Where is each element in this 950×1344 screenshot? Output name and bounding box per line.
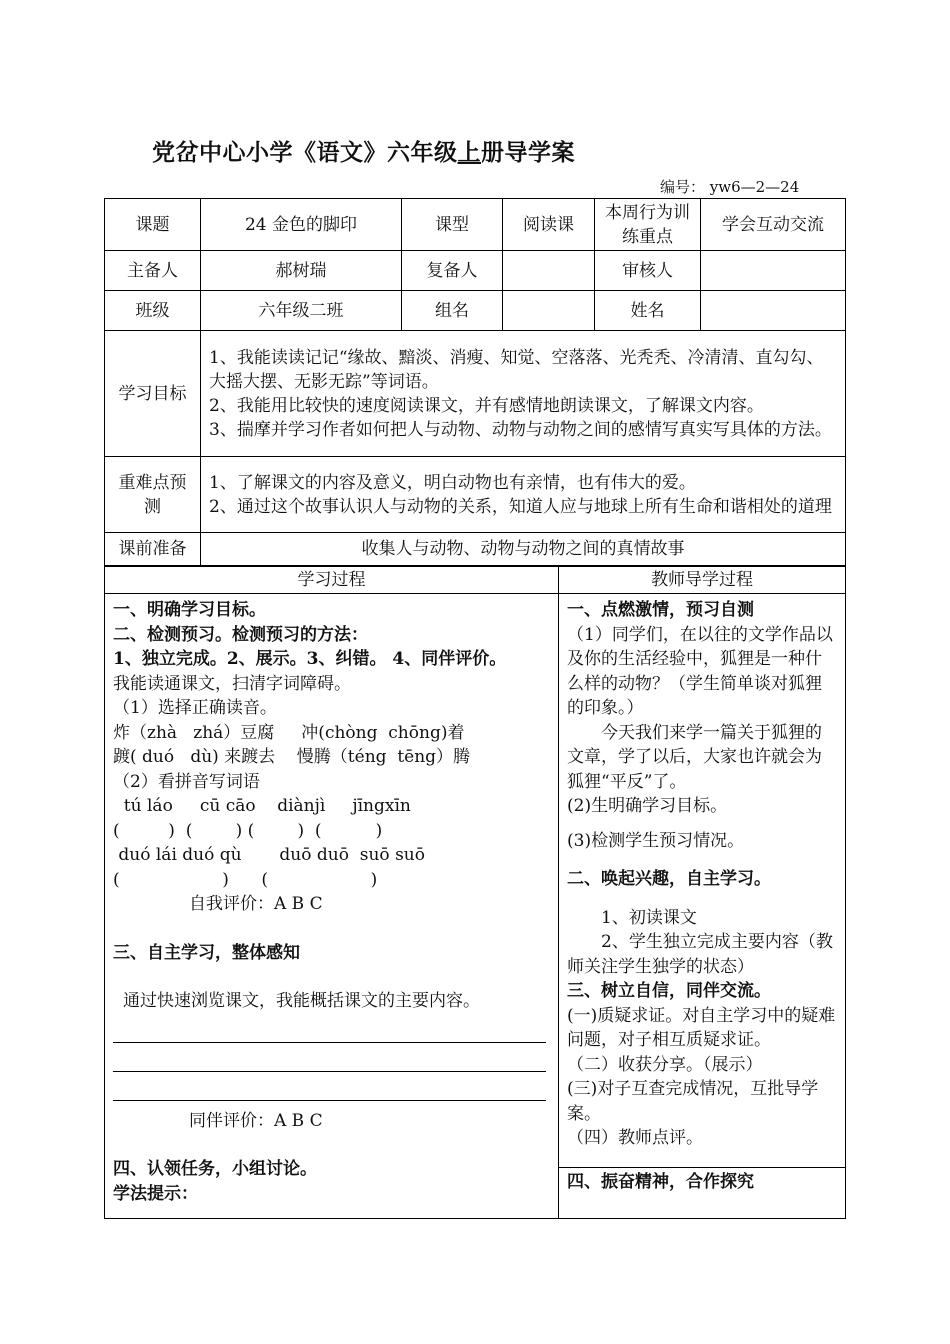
section-heading: 三、自主学习，整体感知: [113, 942, 300, 963]
answer-blanks: ( ) ( ) ( ) ( ): [113, 820, 383, 841]
topic-label: 课题: [105, 199, 201, 251]
name-value: [701, 291, 846, 331]
section-heading: 三、树立自信，同伴交流。: [567, 981, 771, 1001]
method-hint: 学法提示：: [113, 1183, 198, 1204]
keypoint-item: 2、通过这个故事认识人与动物的关系，知道人应与地球上所有生命和谐相处的道理: [209, 496, 832, 517]
section-heading: 二、唤起兴趣，自主学习。: [567, 869, 771, 889]
process-right-header: 教师导学过程: [559, 567, 846, 594]
goal-item: 3、揣摩并学习作者如何把人与动物、动物与动物之间的感情写真实写具体的方法。: [209, 419, 832, 440]
copreparer-label: 复备人: [402, 251, 503, 291]
teacher-paragraph: （二）收获分享。（展示）: [567, 1054, 763, 1075]
group-label: 组名: [402, 291, 503, 331]
type-value: 阅读课: [503, 199, 595, 251]
teacher-paragraph: （1）同学们，在以往的文学作品以及你的生活经验中，狐狸是一种什么样的动物？（学生简单谈对狐狸的印象。）: [567, 624, 833, 718]
section-heading: 二、检测预习。检测预习的方法：: [113, 624, 368, 645]
teacher-lower-block: [559, 1168, 845, 1195]
reviewer-label: 审核人: [595, 251, 701, 291]
teacher-paragraph: (三)对子互查完成情况，互批导学案。: [567, 1079, 819, 1124]
section-heading: 四、认领任务，小组讨论。: [113, 1159, 317, 1179]
section-heading: 四、振奋精神，合作探究: [567, 1172, 754, 1192]
teacher-paragraph: (一)质疑求证。对自主学习中的疑难问题，对子相互质疑求证。: [567, 1005, 836, 1050]
preparer-label: 主备人: [105, 251, 201, 291]
teacher-process-column: [559, 594, 846, 1219]
teacher-paragraph: 今天我们来学一篇关于狐狸的文章，学了以后，大家也许就会为狐狸“平反”了。: [567, 722, 822, 792]
keypoints-label: 重难点预测: [105, 457, 201, 533]
pronunciation-line: 炸（zhà zhá）豆腐 冲(chòng chōng)着: [113, 722, 465, 743]
weekly-focus-value: 学会互动交流: [701, 199, 846, 251]
peer-evaluation: 同伴评价：A B C: [189, 1110, 323, 1131]
preparer-value: 郝树瑞: [201, 251, 402, 291]
question-2: （2）看拼音写词语: [113, 771, 260, 792]
preview-methods: 1、独立完成。2、展示。3、纠错。 4、同伴评价。: [113, 649, 507, 669]
teacher-paragraph: （四）教师点评。: [567, 1128, 703, 1148]
prep-value: 收集人与动物、动物与动物之间的真情故事: [201, 533, 846, 566]
summary-prompt: 通过快速浏览课文，我能概括课文的主要内容。: [123, 991, 480, 1011]
process-table: [104, 566, 846, 1219]
pronunciation-line: 踱( duó dù) 来踱去 慢腾（téng tēng）腾: [113, 747, 471, 767]
goals-label: 学习目标: [105, 331, 201, 457]
question-1: （1）选择正确读音。: [113, 698, 277, 718]
preview-intro: 我能读通课文，扫清字词障碍。: [113, 673, 351, 694]
reviewer-value: [701, 251, 846, 291]
weekly-focus-label: 本周行为训练重点: [595, 199, 701, 251]
student-process-column: [105, 594, 559, 1219]
class-value: 六年级二班: [201, 291, 402, 331]
prep-label: 课前准备: [105, 533, 201, 566]
keypoints-content: [201, 457, 846, 533]
name-label: 姓名: [595, 291, 701, 331]
group-value: [503, 291, 595, 331]
section-heading: 一、点燃激情，预习自测: [567, 600, 754, 620]
pinyin-line: duó lái duó qù duō duō suō suō: [113, 845, 425, 865]
class-label: 班级: [105, 291, 201, 331]
copreparer-value: [503, 251, 595, 291]
answer-line[interactable]: [113, 1014, 546, 1043]
type-label: 课型: [402, 199, 503, 251]
self-evaluation: 自我评价：A B C: [189, 894, 323, 914]
topic-value: 24 金色的脚印: [201, 199, 402, 251]
goal-item: 1、我能读读记记“缘故、黯淡、消瘦、知觉、空落落、光秃秃、冷清清、直勾勾、大摇大摆、无影无踪”等词语。: [209, 347, 824, 392]
teacher-paragraph: (3)检测学生预习情况。: [567, 830, 745, 851]
teacher-paragraph: (2)生明确学习目标。: [567, 796, 728, 816]
teacher-paragraph: 1、初读课文: [601, 907, 697, 928]
answer-line[interactable]: [113, 1072, 546, 1101]
goal-item: 2、我能用比较快的速度阅读课文，并有感情地朗读课文，了解课文内容。: [209, 395, 764, 416]
process-left-header: 学习过程: [105, 567, 559, 594]
info-table: [104, 198, 846, 566]
page-title: 党岔中心小学《语文》六年级上册导学案: [152, 140, 575, 166]
teacher-paragraph: 2、学生独立完成主要内容（教师关注学生独学的状态）: [567, 932, 833, 977]
pinyin-line: tú láo cū cāo diànjì jīngxīn: [113, 796, 411, 816]
document-code: 编号： yw6—2—24: [660, 178, 800, 196]
teacher-upper-block: [559, 594, 845, 1168]
section-heading: 一、明确学习目标。: [113, 600, 266, 620]
goals-content: [201, 331, 846, 457]
answer-line[interactable]: [113, 1043, 546, 1072]
answer-blanks: ( ) ( ): [113, 869, 378, 890]
keypoint-item: 1、了解课文的内容及意义，明白动物也有亲情，也有伟大的爱。: [209, 472, 696, 493]
